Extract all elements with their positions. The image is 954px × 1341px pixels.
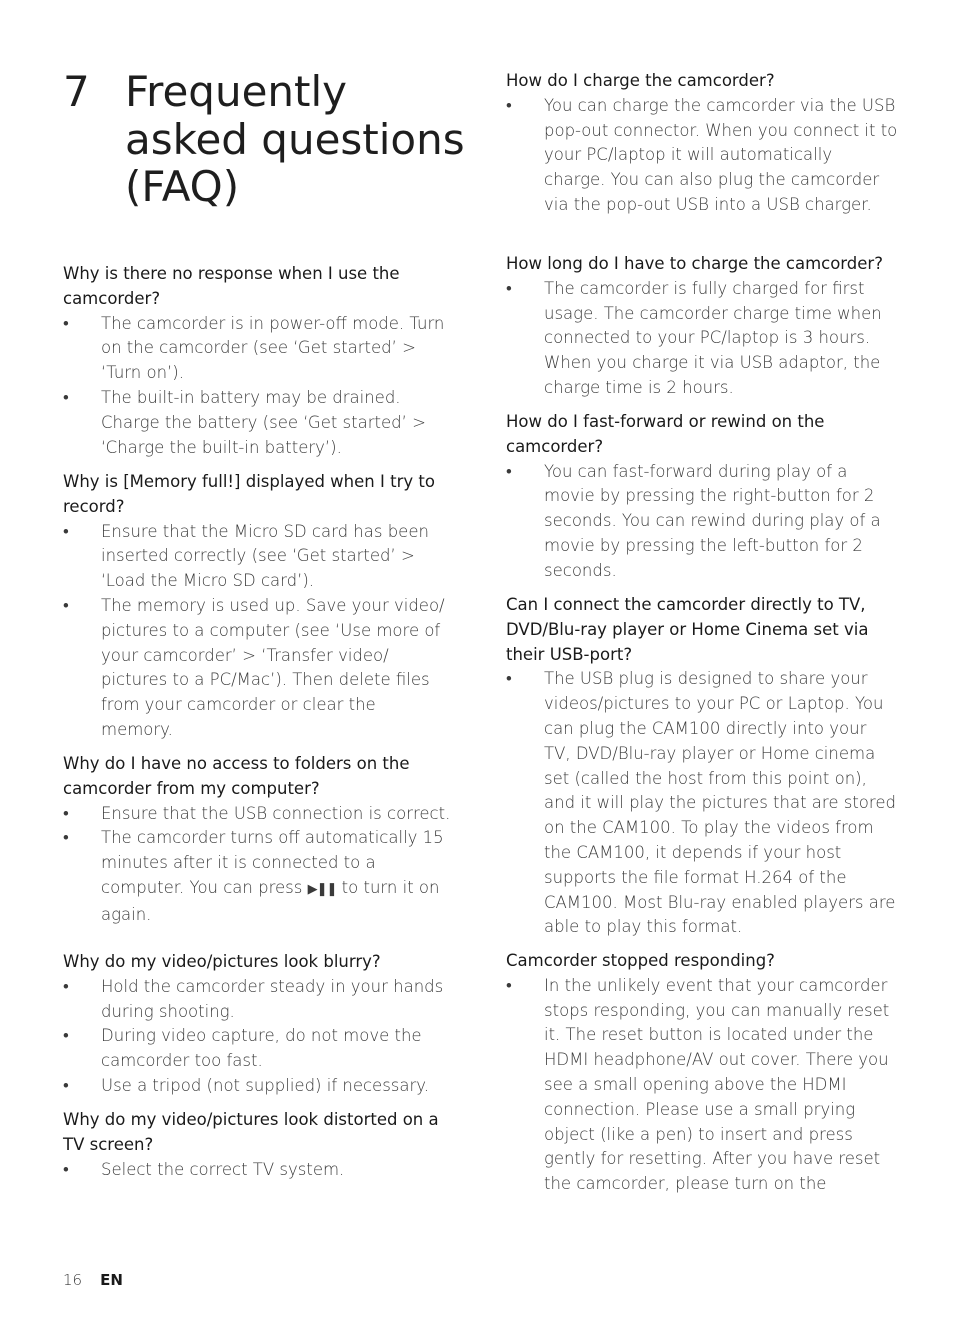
answer-item: • The memory is used up. Save your video/ pictures to a computer (see ‘Use more of your camcorder’ > ‘Transfer video/ pictures to a PC/Mac’). Then delete files from your camcorder or clear the memory. xyxy=(63,595,445,739)
faq-answer-list xyxy=(63,520,451,743)
faq-question: How long do I have to charge the camcorder? xyxy=(506,254,883,273)
faq-question: How do I fast-forward or rewind on the camcorder? xyxy=(506,412,825,456)
faq-question: Why do my video/pictures look distorted on a TV screen? xyxy=(63,1110,439,1154)
faq-item xyxy=(63,752,451,928)
faq-item xyxy=(506,69,898,218)
answer-item: • The camcorder turns off automatically 15 minutes after it is connected to a computer. You can press ▶❚❚ to turn it on again. xyxy=(63,828,444,924)
faq-question: Why is there no response when I use the camcorder? xyxy=(63,264,400,308)
answer-item: • You can charge the camcorder via the USB pop-out connector. When you connect it to your PC/laptop it will automatically charge. You can also plug the camcorder via the pop-out USB into a USB charger. xyxy=(506,95,898,214)
language-code: EN xyxy=(100,1271,123,1289)
faq-question: Can I connect the camcorder directly to TV, DVD/Blu-ray player or Home Cinema set via their USB-port? xyxy=(506,595,869,664)
faq-question: Why do I have no access to folders on the camcorder from my computer? xyxy=(63,754,410,798)
chapter-title: Frequently asked questions (FAQ) xyxy=(125,67,465,211)
faq-item xyxy=(63,262,451,460)
faq-question: How do I charge the camcorder? xyxy=(506,71,775,90)
play-pause-icon: ▶❚❚ xyxy=(307,881,337,897)
answer-item: • Select the correct TV system. xyxy=(63,1159,345,1179)
answer-item: • The camcorder is in power-off mode. Turn on the camcorder (see ‘Get started’ > ‘Turn on’). xyxy=(63,313,445,383)
faq-question: Camcorder stopped responding? xyxy=(506,951,775,970)
answer-item: • Ensure that the USB connection is correct. xyxy=(63,803,451,823)
faq-answer-list xyxy=(63,975,451,1099)
faq-answer-list xyxy=(506,94,898,218)
faq-item xyxy=(506,949,898,1197)
faq-answer-list xyxy=(506,460,898,584)
faq-item xyxy=(63,950,451,1099)
answer-item: • During video capture, do not move the camcorder too fast. xyxy=(63,1026,422,1071)
answer-item: • The camcorder is fully charged for first usage. The camcorder charge time when connected to your PC/laptop is 3 hours. When you charge it via USB adaptor, the charge time is 2 hours. xyxy=(506,278,882,397)
faq-item xyxy=(506,593,898,940)
faq-item xyxy=(506,410,898,584)
faq-item xyxy=(506,252,898,401)
answer-item: • Hold the camcorder steady in your hands during shooting. xyxy=(63,976,444,1021)
faq-answer-list xyxy=(63,1158,451,1183)
faq-question: Why do my video/pictures look blurry? xyxy=(63,952,381,971)
faq-answer-list xyxy=(506,667,898,940)
answer-item: • Ensure that the Micro SD card has been inserted correctly (see ‘Get started’ > ‘Load the Micro SD card’). xyxy=(63,521,429,591)
page-footer xyxy=(63,1270,123,1290)
faq-item xyxy=(63,470,451,743)
faq-answer-list xyxy=(506,974,898,1197)
faq-item xyxy=(63,1108,451,1182)
faq-answer-list xyxy=(63,802,451,928)
answer-item: • You can fast-forward during play of a movie by pressing the right-button for 2 seconds. You can rewind during play of a movie by pressing the left-button for 2 seconds. xyxy=(506,461,881,580)
faq-answer-list xyxy=(506,277,898,401)
faq-question: Why is [Memory full!] displayed when I try to record? xyxy=(63,472,435,516)
answer-item: • The built-in battery may be drained. Charge the battery (see ‘Get started’ > ‘Charge the built-in battery’). xyxy=(63,387,426,457)
answer-item: • In the unlikely event that your camcorder stops responding, you can manually reset it. The reset button is located under the HDMI headphone/AV out cover. There you see a small opening above the HDMI connection. Please use a small prying object (like a pen) to insert and press gently for resetting. After you have reset the camcorder, please turn on the xyxy=(506,975,890,1194)
chapter-number: 7 xyxy=(63,67,90,116)
answer-item: • The USB plug is designed to share your videos/pictures to your PC or Laptop. You can plug the CAM100 directly into your TV, DVD/Blu-ray player or Home cinema set (called the host from this point on), and it will play the pictures that are stored on the CAM100. To play the videos from the CAM100, it depends if your host supports the file format H.264 of the CAM100. Most Blu-ray enabled players are able to play this format. xyxy=(506,669,896,937)
page-number: 16 xyxy=(63,1271,83,1289)
answer-item: • Use a tripod (not supplied) if necessary. xyxy=(63,1075,429,1095)
faq-answer-list xyxy=(63,312,451,461)
